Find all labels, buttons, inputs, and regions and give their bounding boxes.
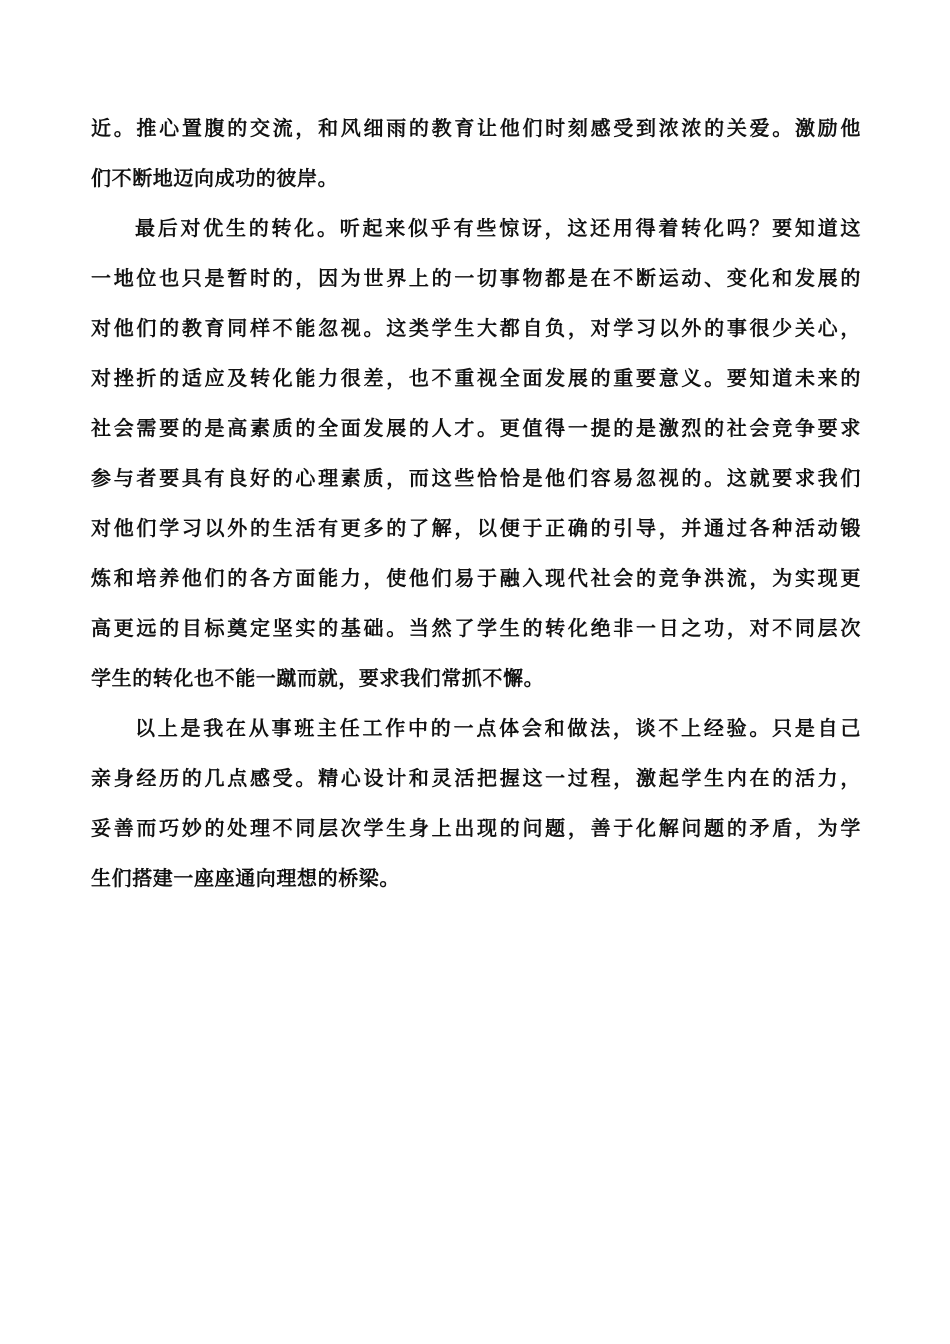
text-line: 近。推心置腹的交流，和风细雨的教育让他们时刻感受到浓浓的关爱。激励他 (91, 116, 861, 140)
text-line: 们不断地迈向成功的彼岸。 (91, 166, 339, 190)
text-line: 以上是我在从事班主任工作中的一点体会和做法，谈不上经验。只是自己 (135, 716, 861, 740)
text-line: 对他们的教育同样不能忽视。这类学生大都自负，对学习以外的事很少关心， (91, 316, 861, 340)
text-line: 一地位也只是暂时的，因为世界上的一切事物都是在不断运动、变化和发展的 (91, 266, 861, 290)
paragraph-conclusion (91, 703, 861, 903)
text-line: 妥善而巧妙的处理不同层次学生身上出现的问题，善于化解问题的矛盾，为学 (91, 816, 861, 840)
paragraph-top-students (91, 203, 861, 703)
text-line: 参与者要具有良好的心理素质，而这些恰恰是他们容易忽视的。这就要求我们 (91, 466, 861, 490)
paragraph-continuation (91, 103, 861, 203)
text-line: 炼和培养他们的各方面能力，使他们易于融入现代社会的竞争洪流，为实现更 (91, 566, 861, 590)
document-page (91, 103, 861, 903)
text-line: 最后对优生的转化。听起来似乎有些惊讶，这还用得着转化吗？要知道这 (135, 216, 861, 240)
text-line: 学生的转化也不能一蹴而就，要求我们常抓不懈。 (91, 666, 545, 690)
text-line: 对他们学习以外的生活有更多的了解，以便于正确的引导，并通过各种活动锻 (91, 516, 861, 540)
text-line: 生们搭建一座座通向理想的桥梁。 (91, 866, 400, 890)
text-line: 高更远的目标奠定坚实的基础。当然了学生的转化绝非一日之功，对不同层次 (91, 616, 861, 640)
text-line: 社会需要的是高素质的全面发展的人才。更值得一提的是激烈的社会竞争要求 (91, 416, 861, 440)
text-line: 亲身经历的几点感受。精心设计和灵活把握这一过程，激起学生内在的活力， (91, 766, 861, 790)
text-line: 对挫折的适应及转化能力很差，也不重视全面发展的重要意义。要知道未来的 (91, 366, 861, 390)
